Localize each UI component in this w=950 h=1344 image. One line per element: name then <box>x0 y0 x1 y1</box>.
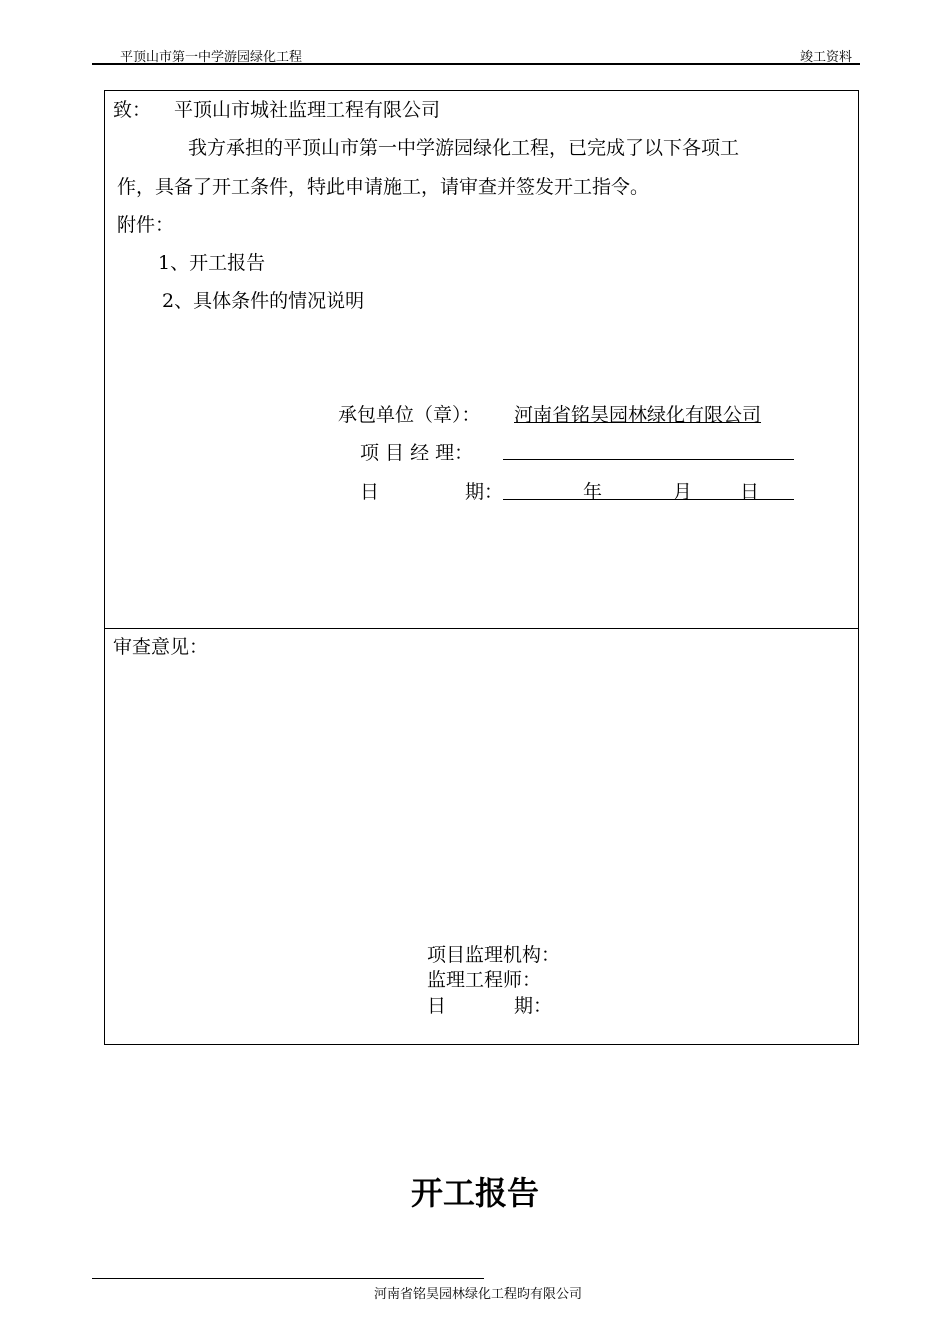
footer-divider <box>92 1278 484 1279</box>
to-org: 平顶山市城社监理工程有限公司 <box>174 99 441 121</box>
to-label: 致： <box>113 99 152 121</box>
contractor-value: 河南省铭昊园林绿化有限公司 <box>514 404 762 426</box>
attachment-1: 1、开工报告 <box>158 252 266 274</box>
body-line-2: 作，具备了开工条件，特此申请施工，请审查并签发开工指令。 <box>117 176 650 198</box>
review-engineer-label: 监理工程师： <box>427 969 542 991</box>
attachments-label: 附件： <box>117 214 175 236</box>
review-opinion-label: 审查意见： <box>113 636 209 658</box>
header-section: 竣工资料 <box>799 50 852 65</box>
header-divider <box>92 63 860 65</box>
date-label-right: 期： <box>465 481 504 503</box>
date-signature-line <box>503 499 794 500</box>
next-section-title: 开工报告 <box>410 1174 539 1212</box>
footer-company: 河南省铭昊园林绿化工程昀有限公司 <box>373 1287 582 1302</box>
date-day: 日 <box>740 481 760 503</box>
application-box <box>104 90 859 629</box>
review-date-right: 期： <box>514 995 553 1017</box>
manager-signature-line <box>503 459 794 460</box>
date-month: 月 <box>673 481 693 503</box>
header-project-name: 平顶山市第一中学游园绿化工程 <box>120 50 303 65</box>
date-label-left: 日 <box>360 481 380 503</box>
review-date-left: 日 <box>427 995 447 1017</box>
manager-label: 项 目 经 理： <box>360 442 474 464</box>
body-line-1: 我方承担的平顶山市第一中学游园绿化工程，已完成了以下各项工 <box>188 137 740 159</box>
attachment-2: 2、具体条件的情况说明 <box>162 290 365 312</box>
review-agency-label: 项目监理机构： <box>427 944 561 966</box>
contractor-label: 承包单位（章）： <box>338 404 481 426</box>
date-year: 年 <box>583 481 603 503</box>
